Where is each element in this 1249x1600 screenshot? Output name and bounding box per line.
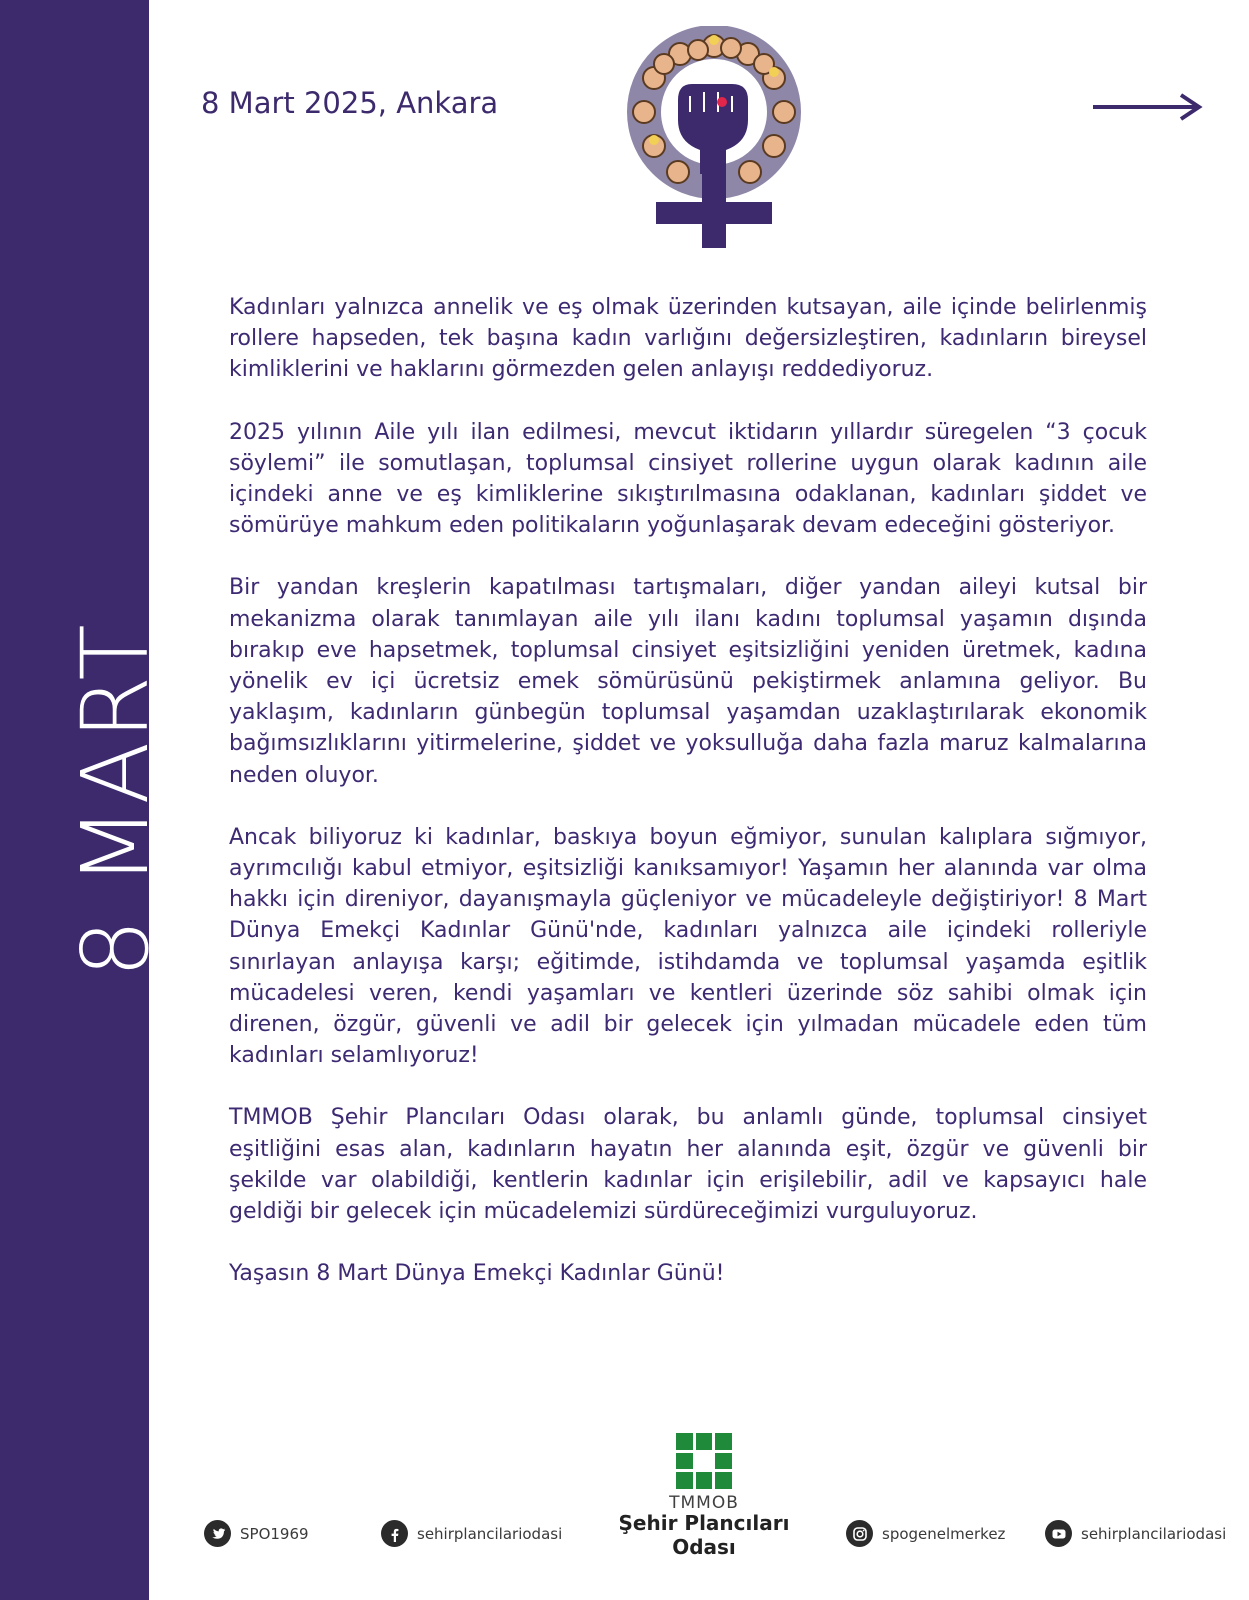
youtube-handle: sehirplancilariodasi [1081,1524,1227,1543]
logo-org-name: Şehir Plancıları Odası [618,1511,790,1559]
side-bar [0,0,169,1600]
paragraph-4: Ancak biliyoruz ki kadınlar, baskıya boyun eğmiyor, sunulan kalıplara sığmıyor, ayrımcılığı kabul etmiyor, eşitsizliği kanıksamıyor! Yaşamın her alanında var olma hakkı için direniyor, dayanışmayla güçleniyor ve mücadeleyle değiştiriyor! 8 Mart Dünya Emekçi Kadınlar Günü'nde, kadınları yalnızca aile içindeki rolleriyle sınırlayan anlayışa karşı; eğitimde, istihdamda ve toplumsal yaşamda eşitlik mücadelesi veren, kendi yaşamları ve kentleri üzerinde söz sahibi olmak için direnen, özgür, güvenli ve adil bir gelecek için yılmadan mücadele eden tüm kadınları selamlıyoruz! [229,824,1147,1069]
facebook-link[interactable] [381,1520,562,1547]
youtube-link[interactable] [1045,1520,1226,1547]
arrow-right-icon [1093,92,1205,122]
instagram-handle: spogenelmerkez [882,1524,1006,1543]
closing-slogan: Yaşasın 8 Mart Dünya Emekçi Kadınlar Günü! [229,1261,725,1287]
paragraph-2: 2025 yılının Aile yılı ilan edilmesi, mevcut iktidarın yıllardır süregelen “3 çocuk söylemi” ile somutlaşan, toplumsal cinsiyet rollerine uygun olarak kadının aile içindeki anne ve eş kimliklerine sıkıştırılmasına odaklanan, kadınları şiddet ve sömürüye mahkum eden politikaların yoğunlaşarak devam edeceğini gösteriyor. [229,419,1147,539]
spo-logo-icon [676,1433,732,1489]
paragraph-1: Kadınları yalnızca annelik ve eş olmak üzerinden kutsayan, aile içinde belirlenmiş rollere hapseden, tek başına kadın varlığını değersizleştiren, kadınların bireysel kimliklerini ve haklarını görmezden gelen anlayışı reddediyoruz. [229,295,1147,383]
paragraph-5: TMMOB Şehir Plancıları Odası olarak, bu anlamlı günde, toplumsal cinsiyet eşitliğini esas alan, kadınların hayatın her alanında eşit, özgür ve güvenli bir şekilde var olabildiği, kentlerin kadınlar için erişilebilir, adil ve kapsayıcı hale geldiği bir gelecek için mücadelemizi sürdüreceğimizi vurguluyoruz. [229,1105,1147,1225]
logo-tmmob: TMMOB [669,1493,739,1513]
paragraph-3: Bir yandan kreşlerin kapatılması tartışmaları, diğer yandan aileyi kutsal bir mekanizma olarak tanımlayan aile yılı ilanı kadını toplumsal yaşamın dışında bırakıp eve hapsetmek, toplumsal cinsiyet eşitsizliğini yeniden üretmek, kadına yönelik ev içi ücretsiz emek sömürüsünü pekiştirmek anlamına geliyor. Bu yaklaşım, kadınların günbegün toplumsal yaşamdan uzaklaştırılarak ekonomik bağımsızlıklarını yitirmelerine, şiddet ve yoksulluğa daha fazla maruz kalmalarına neden oluyor. [229,575,1147,788]
organization-logo [598,1433,810,1559]
venus-fist-emblem [618,26,810,262]
statement-body [229,292,1147,1320]
instagram-icon [846,1520,873,1547]
date-place: 8 Mart 2025, Ankara [201,86,499,120]
twitter-handle: SPO1969 [240,1524,309,1543]
instagram-link[interactable] [846,1520,1005,1547]
twitter-icon [204,1520,231,1547]
side-title: 8 MART [62,622,169,978]
youtube-icon [1045,1520,1072,1547]
facebook-handle: sehirplancilariodasi [417,1524,563,1543]
twitter-link[interactable] [204,1520,309,1547]
facebook-icon [381,1520,408,1547]
